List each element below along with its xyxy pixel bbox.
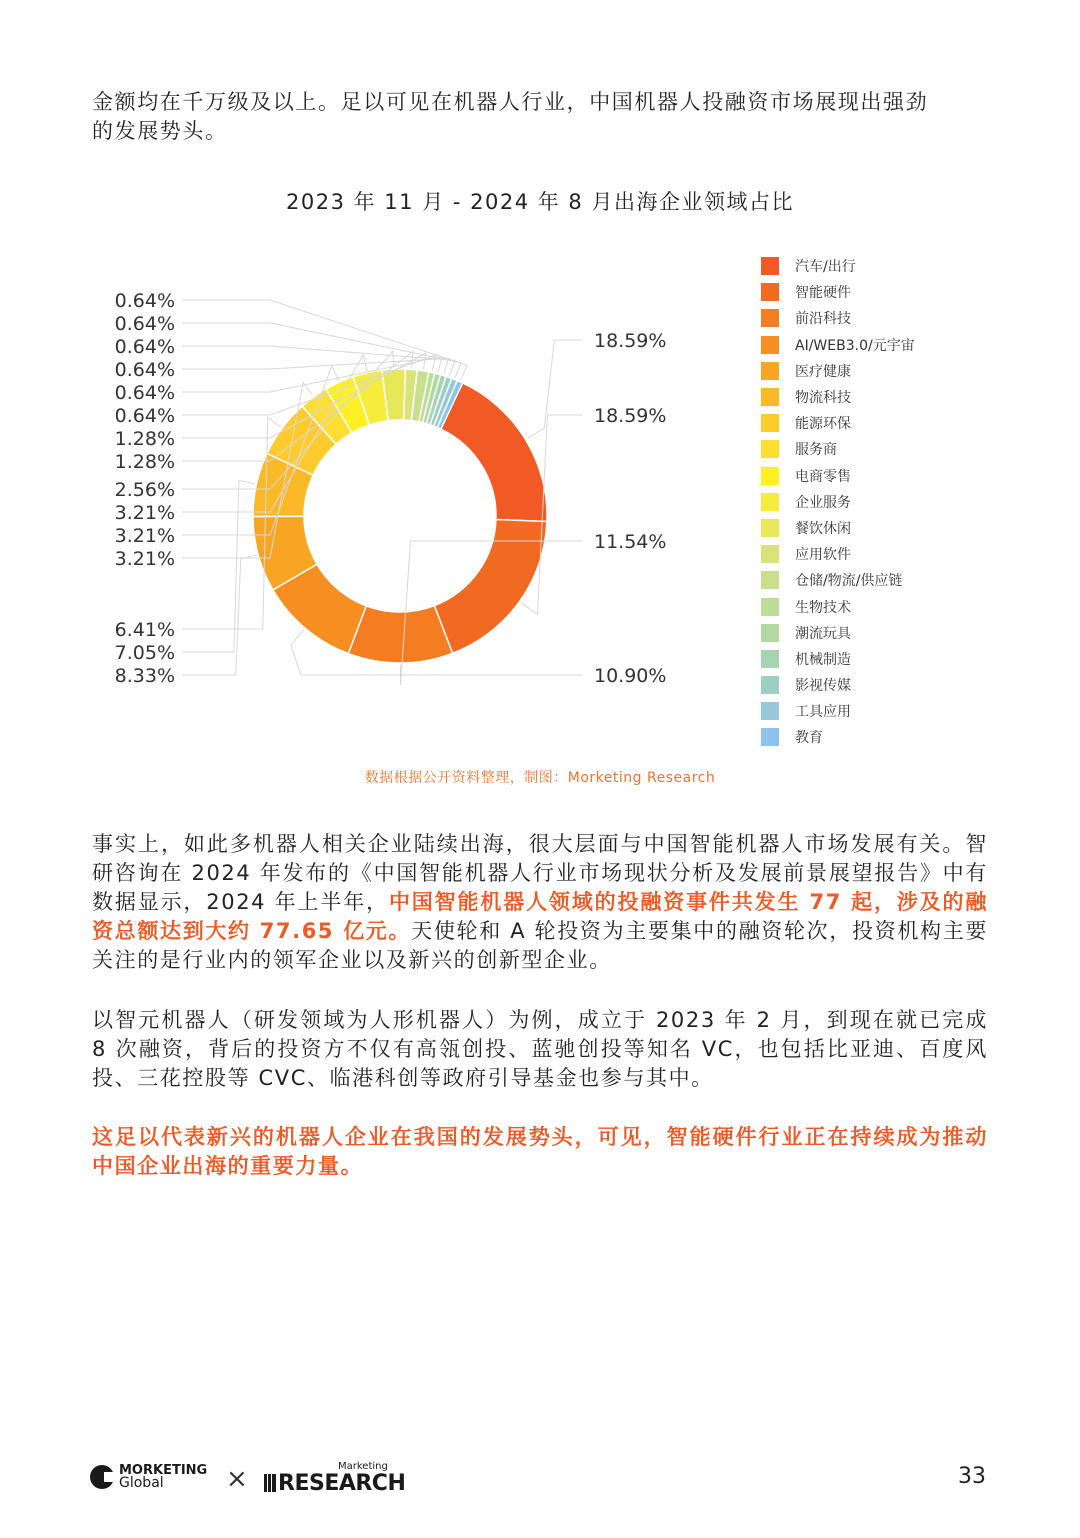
legend-label: AI/WEB3.0/元宇宙 xyxy=(795,337,915,354)
slice-value-label: 3.21% xyxy=(114,548,175,570)
slice-value-label: 2.56% xyxy=(114,479,175,501)
legend-label: 物流科技 xyxy=(795,390,851,407)
legend-swatch xyxy=(761,545,779,563)
slice-value-label: 11.54% xyxy=(594,531,667,553)
legend-label: 工具应用 xyxy=(795,704,851,721)
legend-item xyxy=(761,463,915,489)
legend-item xyxy=(761,620,915,646)
body-paragraph-2: 以智元机器人（研发领域为人形机器人）为例，成立于 2023 年 2 月，到现在就已完成 8 次融资，背后的投资方不仅有高瓴创投、蓝驰创投等知名 VC，也包括比亚迪、百度风投、三花控股等 CVC、临港科创等政府引导基金也参与其中。 xyxy=(92,1008,988,1090)
logo1-line2: Global xyxy=(119,1475,164,1491)
legend-label: 医疗健康 xyxy=(795,363,851,380)
legend-label: 企业服务 xyxy=(795,494,851,511)
legend-swatch xyxy=(761,414,779,432)
slice-value-label: 18.59% xyxy=(594,330,667,352)
slice-value-label: 0.64% xyxy=(114,336,175,358)
legend-item xyxy=(761,541,915,567)
leader-line xyxy=(182,555,256,675)
legend-swatch xyxy=(761,728,779,746)
legend-swatch xyxy=(761,702,779,720)
legend-swatch xyxy=(761,624,779,642)
logo1-line1: MORKETING xyxy=(119,1463,208,1478)
legend-swatch xyxy=(761,257,779,275)
chart-legend xyxy=(761,253,915,751)
legend-label: 服务商 xyxy=(795,442,837,459)
legend-item xyxy=(761,567,915,593)
chart-title: 2023 年 11 月 - 2024 年 8 月出海企业领域占比 xyxy=(286,190,794,214)
legend-swatch xyxy=(761,650,779,668)
slice-value-label: 18.59% xyxy=(594,405,667,427)
legend-swatch xyxy=(761,598,779,616)
body-paragraph-3-highlight: 这足以代表新兴的机器人企业在我国的发展势头，可见，智能硬件行业正在持续成为推动中国企业出海的重要力量。 xyxy=(92,1125,988,1178)
leader-line xyxy=(182,300,467,380)
logo2-main-text: RESEARCH xyxy=(264,1471,405,1496)
legend-swatch xyxy=(761,309,779,327)
body-paragraph-1 xyxy=(92,830,988,975)
legend-item xyxy=(761,515,915,541)
legend-label: 潮流玩具 xyxy=(795,625,851,642)
slice-value-label: 1.28% xyxy=(114,428,175,450)
intro-line-1: 金额均在千万级及以上。足以可见在机器人行业，中国机器人投融资市场展现出强劲 xyxy=(92,90,929,114)
leader-line xyxy=(182,480,255,652)
p1-highlight: 中国智能机器人领域的投融资事件共发生 77 起，涉及的融资总额达到大约 77.65 亿元。 xyxy=(92,890,988,943)
legend-label: 汽车/出行 xyxy=(795,259,856,276)
legend-item xyxy=(761,672,915,698)
logo2-small-text: Marketing xyxy=(338,1461,388,1472)
legend-swatch xyxy=(761,388,779,406)
intro-line-2: 的发展势头。 xyxy=(92,119,228,143)
times-separator: × xyxy=(226,1464,248,1494)
legend-swatch xyxy=(761,676,779,694)
legend-item xyxy=(761,253,915,279)
legend-item xyxy=(761,489,915,515)
slice-value-label: 0.64% xyxy=(114,405,175,427)
donut-slice xyxy=(441,383,547,521)
legend-label: 仓储/物流/供应链 xyxy=(795,573,903,590)
slice-value-label: 3.21% xyxy=(114,502,175,524)
legend-label: 生物技术 xyxy=(795,599,851,616)
slice-value-label: 0.64% xyxy=(114,313,175,335)
donut-slice xyxy=(434,520,547,654)
legend-item xyxy=(761,724,915,750)
legend-item xyxy=(761,384,915,410)
legend-label: 智能硬件 xyxy=(795,285,851,302)
legend-swatch xyxy=(761,362,779,380)
p1-text-b: 天使轮和 A 轮投资为主要集中的融资轮次，投资机构主要关注的是行业内的领军企业以及新兴的创新型企业。 xyxy=(92,919,988,972)
legend-label: 影视传媒 xyxy=(795,678,851,695)
slice-value-label: 0.64% xyxy=(114,382,175,404)
chart-source-note: 数据根据公开资料整理，制图：Morketing Research xyxy=(364,770,716,786)
legend-label: 电商零售 xyxy=(795,468,851,485)
legend-swatch xyxy=(761,519,779,537)
legend-swatch xyxy=(761,571,779,589)
page-number: 33 xyxy=(958,1464,986,1489)
legend-swatch xyxy=(761,283,779,301)
legend-item xyxy=(761,358,915,384)
slice-value-label: 0.64% xyxy=(114,290,175,312)
legend-label: 能源环保 xyxy=(795,416,851,433)
legend-swatch xyxy=(761,493,779,511)
slice-value-label: 3.21% xyxy=(114,525,175,547)
bar-chart-icon xyxy=(264,1474,276,1492)
slice-value-label: 6.41% xyxy=(114,619,175,641)
morketing-global-logo xyxy=(90,1464,207,1490)
legend-item xyxy=(761,332,915,358)
legend-label: 教育 xyxy=(795,730,823,747)
donut-slice xyxy=(348,606,452,663)
legend-item xyxy=(761,698,915,724)
leader-line xyxy=(527,340,582,439)
legend-label: 前沿科技 xyxy=(795,311,851,328)
legend-swatch xyxy=(761,336,779,354)
legend-item xyxy=(761,410,915,436)
legend-item xyxy=(761,305,915,331)
legend-item xyxy=(761,279,915,305)
legend-item xyxy=(761,436,915,462)
p1-text-a: 事实上，如此多机器人相关企业陆续出海，很大层面与中国智能机器人市场发展有关。智研咨询在 2024 年发布的《中国智能机器人行业市场现状分析及发展前景展望报告》中有数据显示，2024 年上半年， xyxy=(92,832,988,914)
slice-value-label: 0.64% xyxy=(114,359,175,381)
morketing-logo-icon xyxy=(90,1465,114,1489)
legend-item xyxy=(761,593,915,619)
slice-value-label: 1.28% xyxy=(114,451,175,473)
legend-item xyxy=(761,646,915,672)
legend-swatch xyxy=(761,467,779,485)
legend-label: 餐饮休闲 xyxy=(795,520,851,537)
slice-value-label: 8.33% xyxy=(114,665,175,687)
slice-value-label: 10.90% xyxy=(594,665,667,687)
legend-label: 机械制造 xyxy=(795,651,851,668)
legend-label: 应用软件 xyxy=(795,547,851,564)
slice-value-label: 7.05% xyxy=(114,642,175,664)
legend-swatch xyxy=(761,440,779,458)
